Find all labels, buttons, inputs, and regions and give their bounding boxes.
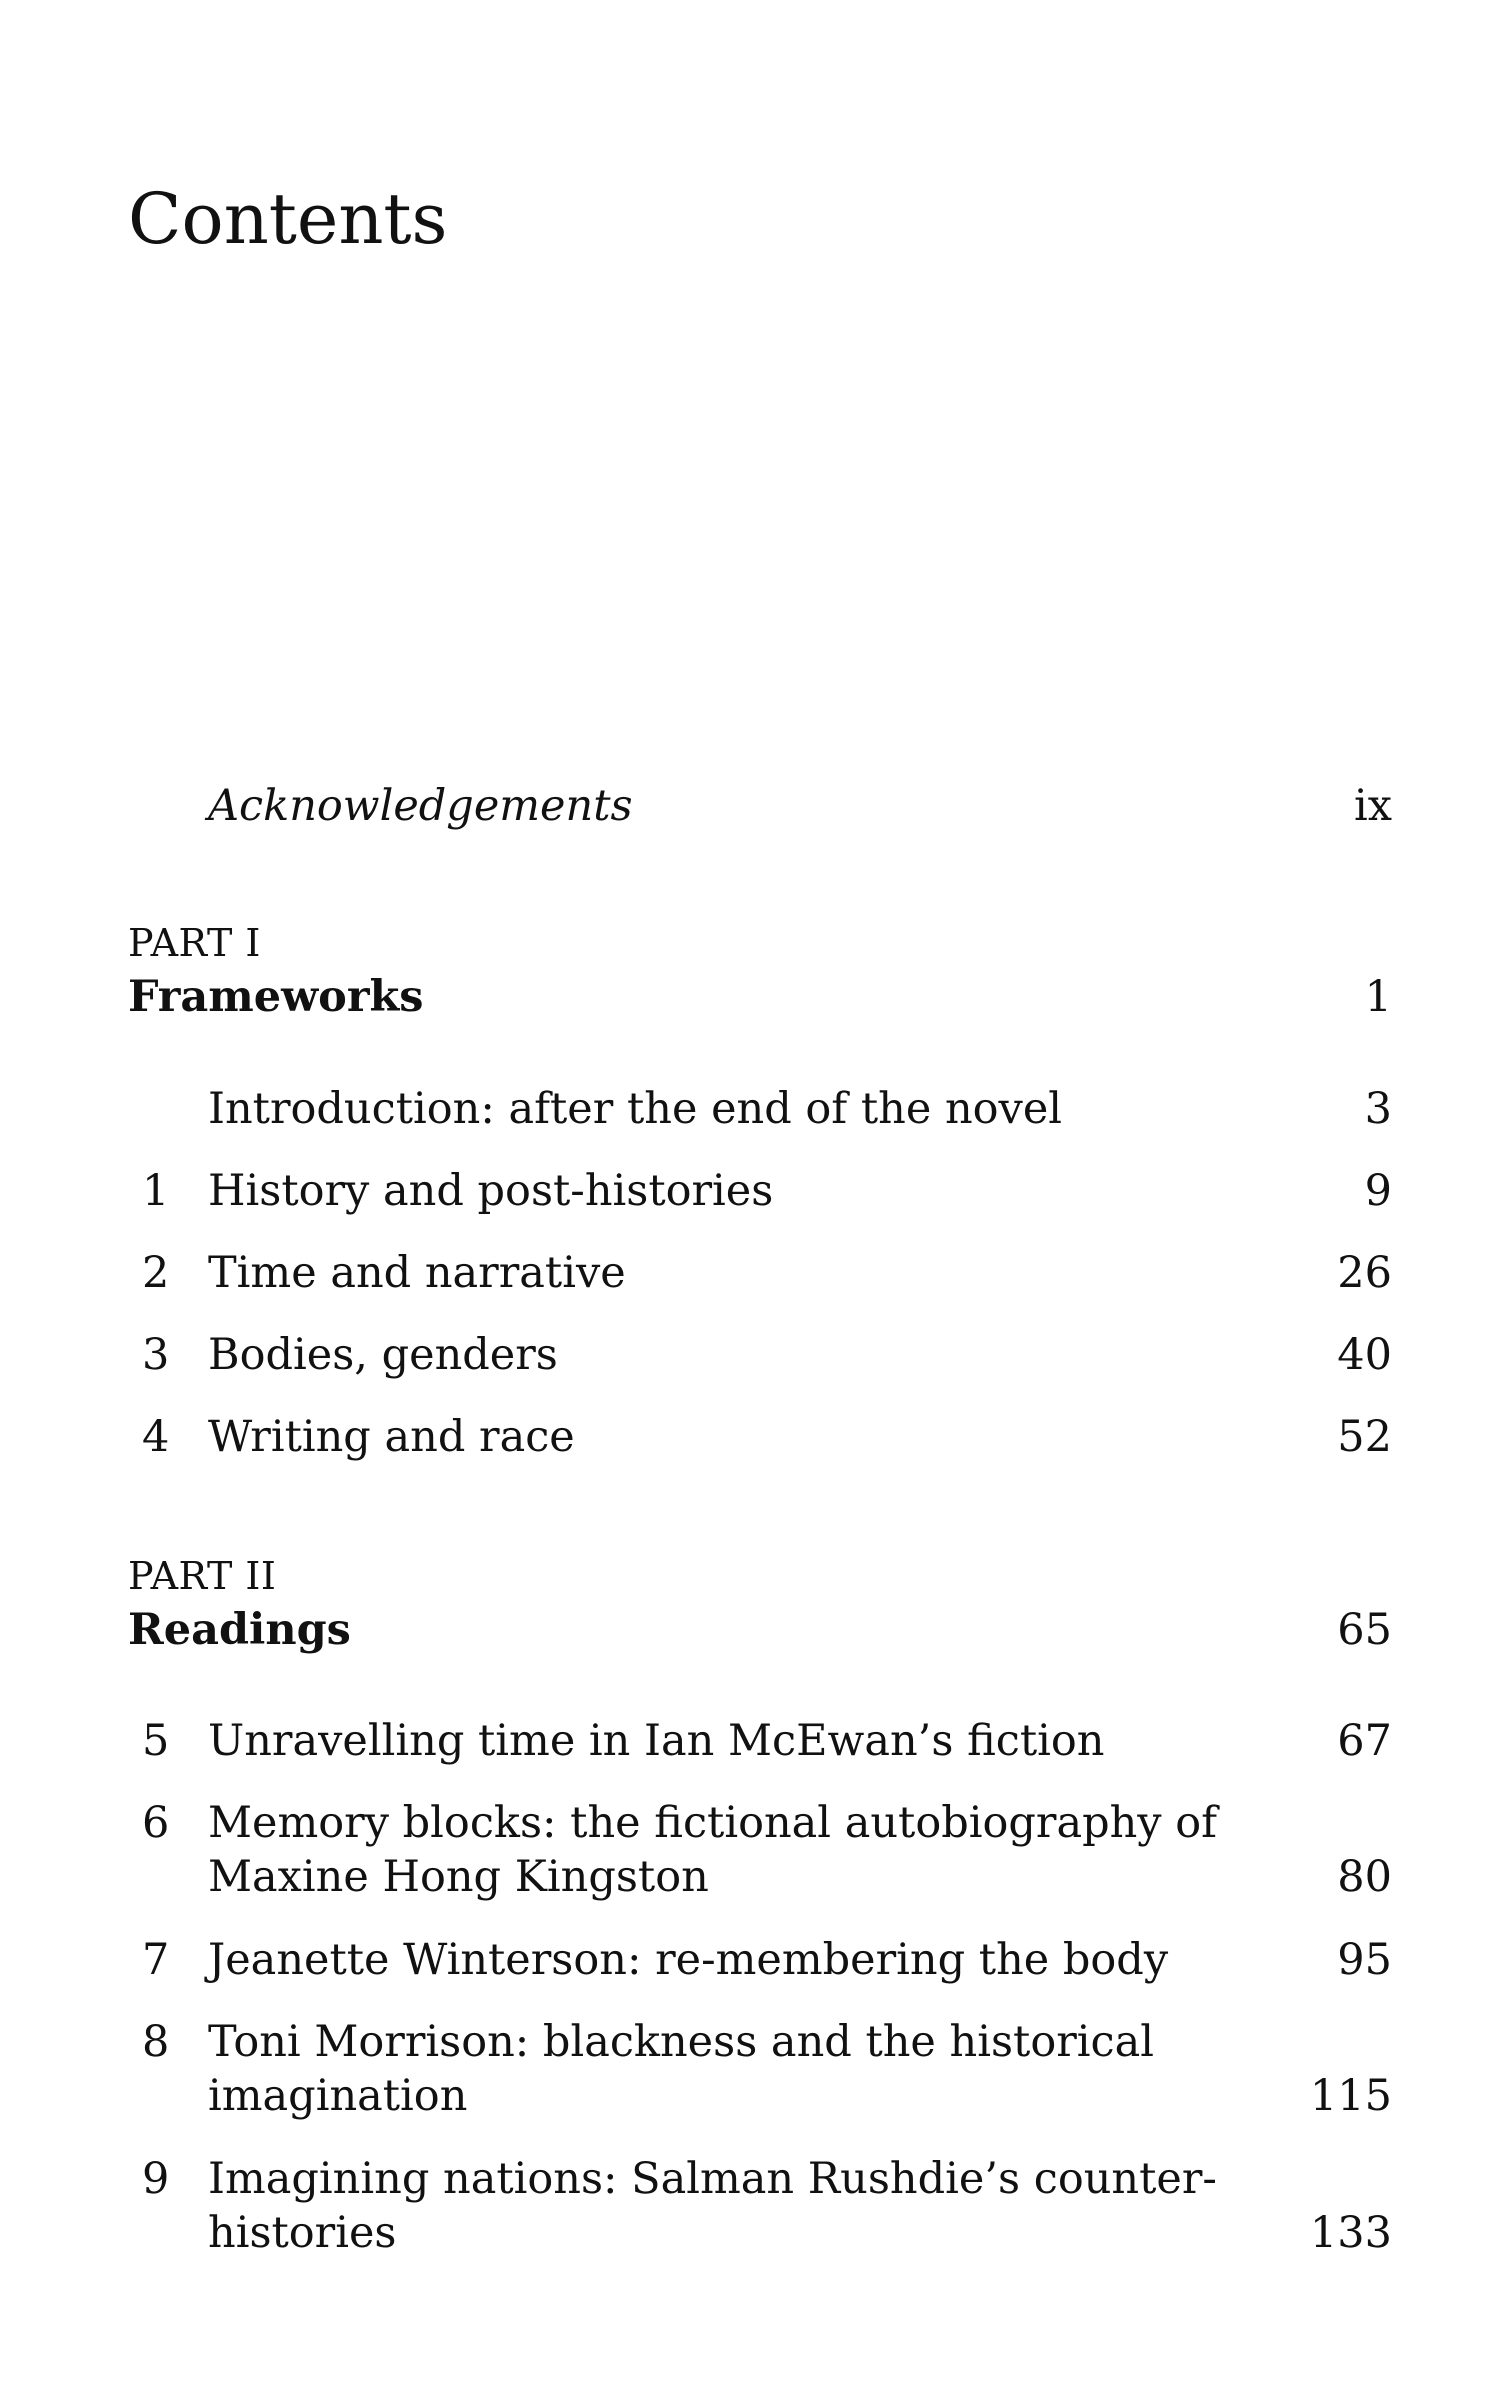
chapter-number: 6 bbox=[142, 1798, 170, 1848]
chapter-title: Time and narrative bbox=[208, 1248, 626, 1298]
chapter-title: Unravelling time in Ian McEwan’s fiction bbox=[208, 1716, 1105, 1766]
chapter-title-line: histories bbox=[208, 2208, 397, 2258]
chapter-number: 5 bbox=[142, 1716, 170, 1766]
toc-page-number: 67 bbox=[1337, 1716, 1392, 1766]
chapter-number: 2 bbox=[142, 1248, 170, 1298]
chapter-title: Bodies, genders bbox=[208, 1330, 558, 1380]
toc-entry-chapter-9[interactable] bbox=[128, 2152, 1392, 2260]
chapter-number: 1 bbox=[142, 1166, 170, 1216]
chapter-number: 7 bbox=[142, 1935, 170, 1985]
chapter-number: 8 bbox=[142, 2017, 170, 2067]
chapter-title-line: imagination bbox=[208, 2071, 468, 2121]
chapter-title bbox=[208, 2152, 1217, 2260]
chapter-title-line: Imagining nations: Salman Rushdie’s counter- bbox=[208, 2154, 1217, 2204]
chapter-number: 3 bbox=[142, 1330, 170, 1380]
part-label: PART II bbox=[128, 1554, 277, 1598]
chapter-number: 9 bbox=[142, 2154, 170, 2204]
part-heading-frameworks[interactable] bbox=[128, 970, 1392, 1024]
toc-page-number: 52 bbox=[1337, 1412, 1392, 1462]
chapter-title: History and post-histories bbox=[208, 1166, 774, 1216]
toc-entry-chapter-5[interactable] bbox=[128, 1714, 1392, 1768]
chapter-title-line: Maxine Hong Kingston bbox=[208, 1852, 709, 1902]
toc-entry-chapter-4[interactable] bbox=[128, 1410, 1392, 1464]
part-label: PART I bbox=[128, 921, 261, 965]
toc-page-number: 80 bbox=[1337, 1852, 1392, 1902]
toc-page-number: 115 bbox=[1309, 2071, 1392, 2121]
page-title: Contents bbox=[128, 178, 448, 260]
chapter-title bbox=[208, 1796, 1218, 1904]
chapter-title: Jeanette Winterson: re-membering the body bbox=[208, 1935, 1169, 1985]
chapter-title-line: Toni Morrison: blackness and the historical bbox=[208, 2017, 1154, 2067]
toc-entry-chapter-3[interactable] bbox=[128, 1328, 1392, 1382]
toc-entry-chapter-1[interactable] bbox=[128, 1164, 1392, 1218]
part-heading-readings[interactable] bbox=[128, 1603, 1392, 1657]
toc-page-number: 26 bbox=[1337, 1248, 1392, 1298]
part-title: Readings bbox=[128, 1605, 351, 1655]
toc-page-number: 95 bbox=[1337, 1935, 1392, 1985]
toc-entry-label: Acknowledgements bbox=[208, 781, 633, 831]
chapter-title: Introduction: after the end of the novel bbox=[208, 1084, 1063, 1134]
toc-page-number: 133 bbox=[1309, 2208, 1392, 2258]
toc-entry-introduction[interactable] bbox=[128, 1082, 1392, 1136]
part-title: Frameworks bbox=[128, 972, 424, 1022]
toc-page-number: 65 bbox=[1337, 1605, 1392, 1655]
toc-entry-chapter-2[interactable] bbox=[128, 1246, 1392, 1300]
toc-entry-chapter-7[interactable] bbox=[128, 1933, 1392, 1987]
chapter-number: 4 bbox=[142, 1412, 170, 1462]
toc-entry-chapter-8[interactable] bbox=[128, 2015, 1392, 2123]
toc-page-number: 3 bbox=[1364, 1084, 1392, 1134]
chapter-title bbox=[208, 2015, 1208, 2123]
toc-page-number: 40 bbox=[1337, 1330, 1392, 1380]
toc-entry-chapter-6[interactable] bbox=[128, 1796, 1392, 1904]
toc-page-number: 9 bbox=[1364, 1166, 1392, 1216]
toc-page-number: 1 bbox=[1364, 972, 1392, 1022]
chapter-title-line: Memory blocks: the fictional autobiography of bbox=[208, 1798, 1218, 1848]
toc-entry-acknowledgements[interactable] bbox=[128, 779, 1392, 833]
chapter-title: Writing and race bbox=[208, 1412, 575, 1462]
toc-page-number: ix bbox=[1353, 781, 1392, 831]
